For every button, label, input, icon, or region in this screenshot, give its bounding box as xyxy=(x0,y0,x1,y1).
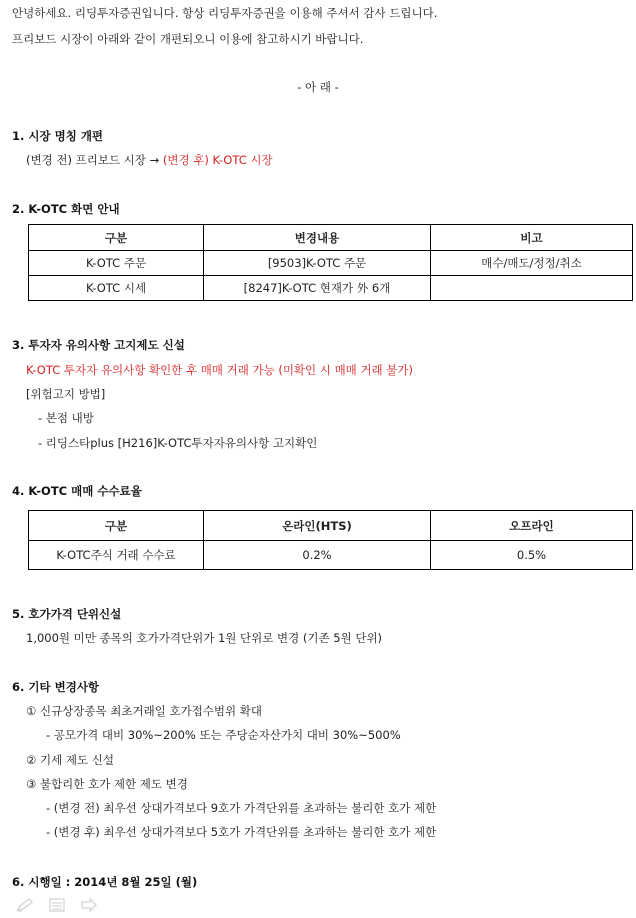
section-6-title: 6. 기타 변경사항 xyxy=(12,680,100,694)
effective-date: 6. 시행일 : 2014년 8월 25일 (월) xyxy=(12,875,198,889)
header-cell: 변경내용 xyxy=(204,225,431,251)
table-row xyxy=(29,251,633,276)
header-cell: 구분 xyxy=(29,225,204,251)
intro-line-2: 프리보드 시장이 아래와 같이 개편되오니 이용에 참고하시기 바랍니다. xyxy=(12,32,364,46)
table-cell: K-OTC 주문 xyxy=(29,251,204,276)
section-1-before: (변경 전) 프리보드 시장 → xyxy=(26,153,163,167)
intro-line-1: 안녕하세요. 리딩투자증권입니다. 항상 리딩투자증권을 이용해 주셔서 감사 드립니다. xyxy=(12,6,438,20)
table-header-row xyxy=(29,225,633,251)
forward-arrow-icon[interactable] xyxy=(80,898,98,912)
other-change-subitem: - 공모가격 대비 30%~200% 또는 주당순자산가치 대비 30%~500% xyxy=(46,728,401,742)
table-cell: 매수/매도/정정/취소 xyxy=(431,251,633,276)
risk-method-title: [위험고지 방법] xyxy=(26,387,106,401)
pencil-icon[interactable] xyxy=(16,898,34,912)
risk-method-item: - 본점 내방 xyxy=(38,411,94,425)
table-cell: [9503]K-OTC 주문 xyxy=(204,251,431,276)
screen-guide-table xyxy=(28,224,633,301)
header-cell: 온라인(HTS) xyxy=(204,511,431,541)
section-1-body xyxy=(26,152,273,168)
list-icon[interactable] xyxy=(48,898,66,912)
table-row xyxy=(29,276,633,301)
header-cell: 구분 xyxy=(29,511,204,541)
table-cell: 0.2% xyxy=(204,541,431,570)
section-5-body: 1,000원 미만 종목의 호가가격단위가 1원 단위로 변경 (기존 5원 단위) xyxy=(26,631,383,645)
section-3-title: 3. 투자자 유의사항 고지제도 신설 xyxy=(12,338,185,352)
section-4-title: 4. K-OTC 매매 수수료율 xyxy=(12,484,142,498)
table-cell: K-OTC주식 거래 수수료 xyxy=(29,541,204,570)
header-cell: 비고 xyxy=(431,225,633,251)
other-change-subitem: - (변경 전) 최우선 상대가격보다 9호가 가격단위를 초과하는 불리한 호가 제한 xyxy=(46,801,437,815)
section-1-after: (변경 후) K-OTC 시장 xyxy=(162,153,273,167)
table-cell: K-OTC 시세 xyxy=(29,276,204,301)
table-cell xyxy=(431,276,633,301)
commission-table xyxy=(28,510,633,570)
other-change-item: ③ 불합리한 호가 제한 제도 변경 xyxy=(26,777,188,791)
section-3-notice: K-OTC 투자자 유의사항 확인한 후 매매 거래 가능 (미확인 시 매매 거래 불가) xyxy=(26,363,414,377)
section-1-title: 1. 시장 명칭 개편 xyxy=(12,129,104,143)
below-marker: - 아 래 - xyxy=(297,80,339,94)
header-cell: 오프라인 xyxy=(431,511,633,541)
risk-method-item: - 리딩스타plus [H216]K-OTC투자자유의사항 고지확인 xyxy=(38,436,318,450)
section-2-title: 2. K-OTC 화면 안내 xyxy=(12,202,120,216)
other-change-subitem: - (변경 후) 최우선 상대가격보다 5호가 가격단위를 초과하는 불리한 호가 제한 xyxy=(46,825,437,839)
table-cell: 0.5% xyxy=(431,541,633,570)
table-row xyxy=(29,541,633,570)
other-change-item: ① 신규상장종목 최초거래일 호가접수범위 확대 xyxy=(26,704,263,718)
footer-toolbar xyxy=(16,898,98,912)
table-header-row xyxy=(29,511,633,541)
table-cell: [8247]K-OTC 현재가 外 6개 xyxy=(204,276,431,301)
other-change-item: ② 기세 제도 신설 xyxy=(26,753,114,767)
section-5-title: 5. 호가가격 단위신설 xyxy=(12,607,122,621)
